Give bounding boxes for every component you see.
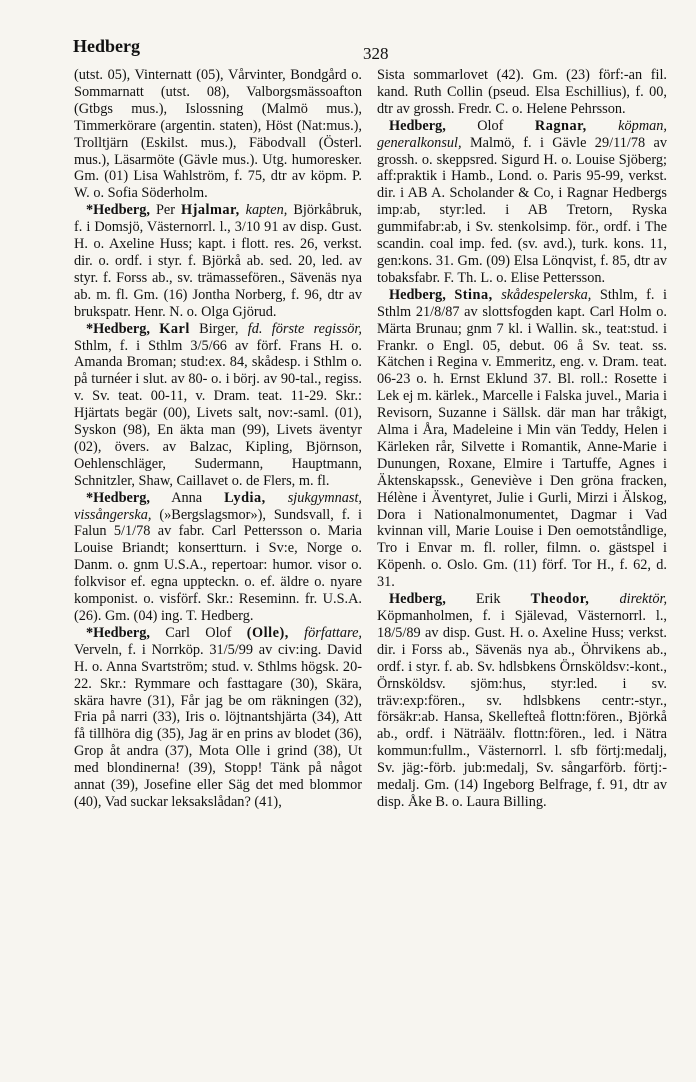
- entry-star: *: [86, 624, 94, 641]
- entry-surname: Hedberg,: [93, 320, 150, 337]
- entry-given-name: (Olle),: [246, 624, 289, 641]
- entry-theodor-hedberg: Hedberg, Erik Theodor, direktör, Köpmanholmen, f. i Själevad, Västernorrl. l., 18/5/89 av disp. Gust. H. o. Axeline Huss; verkst. dir. i Forss ab., Sävenäs nya ab., Öhrvikens ab., ordf. i styr. f. ab. Sv. hdlsbkens Örnsköldsv:-kont., Örnsköldsv. sjöm:hus, styr:led. i sv. träv:exp:fören., sv. hdlsbkens centr:-styr., försäkr:ab. Hansa, Skellefteå flottn:fören., Björkå ab., ordf. i Näträälv. flottn:fören., led. i Nätra kommun:fullm., Västernorrl. l. sfb förtj:medalj, Sv. jäg:-förb. jub:medalj, Sv. sångarförb. förtj:-medalj. Gm. (14) Ingeborg Belfrage, f. 91, dtr av disp. Åke B. o. Laura Billing.: [377, 591, 668, 810]
- entry-given-name: Stina,: [454, 286, 493, 303]
- entry-given-name: Ragnar,: [534, 117, 587, 134]
- entry-title: kapten,: [245, 202, 288, 219]
- entry-continuation: (utst. 05), Vinternatt (05), Vårvinter, Bondgård o. Sommarnatt (utst. 08), Valborgsmässoafton (Gtbgs mus.), Islossning (Malmö mus.), Timmerkörare (argentin. staten), Höst (Nat:mus.), Trolltjärn (Eskilst. mus.), Fäbodvall (Österl. mus.), Läsarmöte (Gävle mus.). Utg. humoresker. Gm. (01) Lisa Wahlström, f. 75, dtr av köpm. P. W. o. Sofia Söderholm.: [74, 67, 362, 202]
- entry-stina-hedberg: Hedberg, Stina, skådespelerska, Sthlm, f. i Sthlm 21/8/87 av slottsfogden kapt. Carl Holm o. Märta Brunau; gnm 7 kl. i Wallin. sk., teat:stud. i Frankr. o Engl. 05, debut. 06 å Sv. teat. ss. Kätchen i Regina v. Emmeritz, eng. v. Dram. teat. 06-23 o. h. Ernst Eklund 37. Bl. roll.: Rosette i Lek ej m. kärlek., Marcelle i Falska juvel., Maria i Revisorn, Suzanne i Sällsk. där man har tråkigt, Alma i Åra, Madeleine i Min vän Teddy, Helen i Kärleken rår, Silvette i Romantik, Anne-Marie i Dunungen, Roxane, Elmire i Tartuffe, Agnes i Äktenskapssk., Geneviève i Den gröna fracken, Hélène i Äventyret, Julie i Gurli, Mirzi i Älskog, Dora i Nationalmonumentet, Dagmar i Vad kvinnan vill, Marie Louise i Den oemotståndlige, Tro i Envar m. fl. roller, filmn. o. gästspel i Köpenh. o. Oslo. Gm. (11) förf. Tor H., f. 62, d. 31.: [377, 286, 667, 591]
- entry-star: *: [86, 202, 94, 219]
- page-number: 328: [363, 44, 389, 63]
- entry-surname: Hedberg,: [389, 117, 446, 134]
- running-head-name: Hedberg: [73, 36, 140, 56]
- entry-surname: Hedberg,: [389, 286, 446, 303]
- entry-star: *: [86, 320, 94, 337]
- entry-olle-hedberg: *Hedberg, Carl Olof (Olle), författare, Verveln, f. i Norrköp. 31/5/99 av civ:ing. David H. o. Anna Svartström; stud. v. Sthlms högsk. 20-22. Skr.: Rymmare och fasttagare (30), Skära, skära havre (31), Får jag be om räkningen (32), Fria på narri (33), Iris o. löjtnantshjärta (34), Att få tillhöra dig (35), Jag är en prins av blodet (36), Grop åt andra (37), Mota Olle i grind (38), Ut med blondinerna! (39), Stopp! Tänk på något annat (39), Josefine eller Säg det med blommor (40), Vad suckar leksakslådan? (41),: [74, 624, 363, 810]
- entry-given-name: Karl: [159, 320, 190, 337]
- entry-surname: Hedberg,: [93, 624, 150, 641]
- entry-title: sjukgymnast, vissångerska,: [74, 489, 362, 523]
- entry-given-name: Lydia,: [224, 489, 266, 506]
- entry-given-name: Hjalmar,: [180, 202, 240, 219]
- entry-title: författare,: [304, 624, 363, 641]
- entry-ragnar-hedberg: Hedberg, Olof Ragnar, köpman, generalkonsul, Malmö, f. i Gävle 29/11/78 av grossh. o. skeppsred. Sigurd H. o. Louise Sjöberg; aff:praktik i Hamb., Lond. o. Paris 95-99, verkst. dir. i AB A. Scholander & Co, i Ragnar Hedbergs imp:ab, styr:led. i AB Tretorn, Ryska gummifabr:ab, i Sv. stenkolsimp. för., ordf. i The scandin. coal imp. fed. (sv. avd.), turk. kons. 11, gen:kons. 31. Gm. (09) Elsa Lönqvist, f. 85, dtr av tobaksfabr. F. Th. L. o. Elise Pettersson.: [377, 117, 668, 286]
- entry-title: direktör,: [619, 591, 668, 608]
- entry-hjalmar-hedberg: *Hedberg, Per Hjalmar, kapten, Björkåbruk, f. i Domsjö, Västernorrl. l., 3/10 91 av disp. Gust. H. o. Axeline Huss; kapt. i flott. res. 26, verkst. dir. o. ordf. i styr. f. Björkå ab. sed. 20, led. av styr. f. Forss ab., sv. trämassefören., Sävenäs nya ab. m. fl. Gm. (16) Jontha Norberg, f. 96, dtr av brukspatr. Henr. N. o. Olga Gjörud.: [74, 202, 363, 320]
- entry-surname: Hedberg,: [93, 489, 150, 506]
- entry-surname: Hedberg,: [93, 202, 150, 219]
- entry-surname: Hedberg,: [389, 591, 446, 608]
- entry-given-name: Theodor,: [530, 591, 590, 608]
- entry-continuation: Sista sommarlovet (42). Gm. (23) förf:-an fil. kand. Ruth Collin (pseud. Elsa Eschillius), f. 00, dtr av grossh. Fredr. C. o. Helene Pehrsson.: [377, 67, 667, 117]
- entry-karl-hedberg: *Hedberg, Karl Birger, fd. förste regissör, Sthlm, f. i Sthlm 3/5/66 av förf. Frans H. o. Amanda Broman; stud:ex. 84, skådesp. i Sthlm o. på turnéer i slut. av 80- o. i börj. av 90-tal., regiss. v. Sv. teat. 00-11, v. Dram. teat. 11-29. Skr.: Hjärtats begär (00), Livets salt, nov:-saml. (01), Syskon (98), En äkta man (99), Livets äventyr (02), övers. av Balzac, Kipling, Björnson, Oehlenschläger, Sudermann, Hauptmann, Schnitzler, Shaw, Caillavet o. de Flers, m. fl.: [74, 320, 362, 489]
- entry-title: köpman, generalkonsul,: [377, 117, 668, 151]
- right-column: [377, 67, 667, 811]
- entry-lydia-hedberg: *Hedberg, Anna Lydia, sjukgymnast, vissångerska, (»Bergslagsmor»), Sundsvall, f. i Falun 5/1/78 av fabr. Carl Pettersson o. Maria Louise Briandt; konsertturn. i Sv:e, Norge o. Danm. o. gnm U.S.A., repertoar: humor. visor o. folkvisor ef. egna uppteckn. o. ef. äldre o. nyare komponist. o. visförf. Skr.: Reseminn. fr. U.S.A. (26). Gm. (04) ing. T. Hedberg.: [74, 489, 362, 624]
- entry-title: fd. förste regissör,: [247, 320, 362, 337]
- entry-star: *: [86, 489, 94, 506]
- entry-title: skådespelerska,: [501, 286, 592, 303]
- left-column: [74, 67, 362, 811]
